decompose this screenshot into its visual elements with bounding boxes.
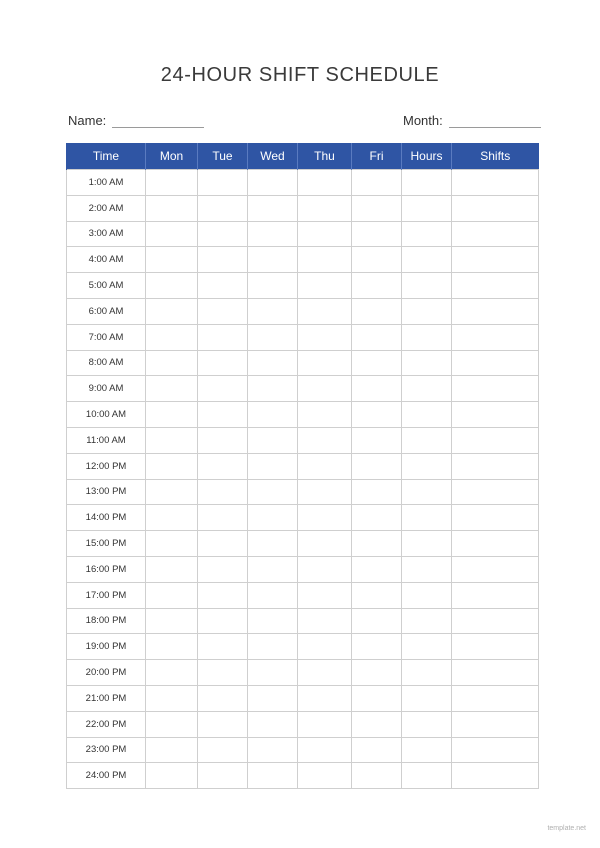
month-field: [403, 113, 541, 128]
hours-cell[interactable]: [402, 324, 452, 350]
wed-cell[interactable]: [248, 711, 298, 737]
mon-cell[interactable]: [146, 505, 198, 531]
tue-cell[interactable]: [198, 170, 248, 196]
thu-cell[interactable]: [298, 170, 352, 196]
column-header-hours: Hours: [402, 143, 452, 170]
thu-cell[interactable]: [298, 531, 352, 557]
time-cell: 1:00 AM: [67, 170, 146, 196]
table-row: [67, 711, 539, 737]
time-cell: 16:00 PM: [67, 556, 146, 582]
thu-cell[interactable]: [298, 247, 352, 273]
thu-cell[interactable]: [298, 608, 352, 634]
table-row: [67, 737, 539, 763]
hours-cell[interactable]: [402, 376, 452, 402]
table-row: [67, 170, 539, 196]
name-blank-line[interactable]: [112, 115, 204, 128]
column-header-thu: Thu: [298, 143, 352, 170]
table-row: [67, 427, 539, 453]
mon-cell[interactable]: [146, 634, 198, 660]
table-row: [67, 531, 539, 557]
mon-cell[interactable]: [146, 453, 198, 479]
thu-cell[interactable]: [298, 298, 352, 324]
table-row: [67, 402, 539, 428]
time-cell: 17:00 PM: [67, 582, 146, 608]
hours-cell[interactable]: [402, 685, 452, 711]
wed-cell[interactable]: [248, 324, 298, 350]
wed-cell[interactable]: [248, 531, 298, 557]
tue-cell[interactable]: [198, 221, 248, 247]
table-header-row: [67, 143, 539, 170]
wed-cell[interactable]: [248, 608, 298, 634]
fri-cell[interactable]: [352, 402, 402, 428]
wed-cell[interactable]: [248, 170, 298, 196]
wed-cell[interactable]: [248, 376, 298, 402]
table-row: [67, 556, 539, 582]
table-row: [67, 247, 539, 273]
mon-cell[interactable]: [146, 556, 198, 582]
tue-cell[interactable]: [198, 298, 248, 324]
time-cell: 8:00 AM: [67, 350, 146, 376]
tue-cell[interactable]: [198, 505, 248, 531]
shifts-cell[interactable]: [452, 505, 539, 531]
wed-cell[interactable]: [248, 453, 298, 479]
mon-cell[interactable]: [146, 479, 198, 505]
hours-cell[interactable]: [402, 453, 452, 479]
thu-cell[interactable]: [298, 634, 352, 660]
thu-cell[interactable]: [298, 221, 352, 247]
mon-cell[interactable]: [146, 427, 198, 453]
page-title: 24-HOUR SHIFT SCHEDULE: [160, 64, 440, 86]
tue-cell[interactable]: [198, 273, 248, 299]
thu-cell[interactable]: [298, 582, 352, 608]
time-cell: 22:00 PM: [67, 711, 146, 737]
time-cell: 19:00 PM: [67, 634, 146, 660]
watermark: template.net: [547, 825, 586, 832]
hours-cell[interactable]: [402, 582, 452, 608]
tue-cell[interactable]: [198, 608, 248, 634]
tue-cell[interactable]: [198, 376, 248, 402]
shifts-cell[interactable]: [452, 273, 539, 299]
time-cell: 14:00 PM: [67, 505, 146, 531]
shifts-cell[interactable]: [452, 608, 539, 634]
tue-cell[interactable]: [198, 427, 248, 453]
time-cell: 2:00 AM: [67, 195, 146, 221]
thu-cell[interactable]: [298, 505, 352, 531]
fri-cell[interactable]: [352, 170, 402, 196]
mon-cell[interactable]: [146, 531, 198, 557]
time-cell: 15:00 PM: [67, 531, 146, 557]
wed-cell[interactable]: [248, 402, 298, 428]
table-row: [67, 221, 539, 247]
time-cell: 5:00 AM: [67, 273, 146, 299]
time-cell: 13:00 PM: [67, 479, 146, 505]
time-cell: 9:00 AM: [67, 376, 146, 402]
wed-cell[interactable]: [248, 298, 298, 324]
table-row: [67, 634, 539, 660]
wed-cell[interactable]: [248, 273, 298, 299]
table-row: [67, 350, 539, 376]
table-row: [67, 763, 539, 789]
hours-cell[interactable]: [402, 634, 452, 660]
fri-cell[interactable]: [352, 273, 402, 299]
wed-cell[interactable]: [248, 582, 298, 608]
shifts-cell[interactable]: [452, 531, 539, 557]
name-label: Name:: [68, 113, 107, 128]
mon-cell[interactable]: [146, 324, 198, 350]
hours-cell[interactable]: [402, 402, 452, 428]
thu-cell[interactable]: [298, 763, 352, 789]
column-header-time: Time: [67, 143, 146, 170]
table-row: [67, 505, 539, 531]
tue-cell[interactable]: [198, 350, 248, 376]
fri-cell[interactable]: [352, 531, 402, 557]
fri-cell[interactable]: [352, 247, 402, 273]
mon-cell[interactable]: [146, 608, 198, 634]
wed-cell[interactable]: [248, 763, 298, 789]
column-header-fri: Fri: [352, 143, 402, 170]
mon-cell[interactable]: [146, 350, 198, 376]
mon-cell[interactable]: [146, 376, 198, 402]
tue-cell[interactable]: [198, 247, 248, 273]
hours-cell[interactable]: [402, 505, 452, 531]
hours-cell[interactable]: [402, 298, 452, 324]
thu-cell[interactable]: [298, 350, 352, 376]
thu-cell[interactable]: [298, 737, 352, 763]
shifts-cell[interactable]: [452, 582, 539, 608]
table-row: [67, 195, 539, 221]
table-row: [67, 453, 539, 479]
wed-cell[interactable]: [248, 634, 298, 660]
thu-cell[interactable]: [298, 479, 352, 505]
thu-cell[interactable]: [298, 427, 352, 453]
fri-cell[interactable]: [352, 221, 402, 247]
thu-cell[interactable]: [298, 195, 352, 221]
fri-cell[interactable]: [352, 479, 402, 505]
fri-cell[interactable]: [352, 711, 402, 737]
fri-cell[interactable]: [352, 350, 402, 376]
time-cell: 12:00 PM: [67, 453, 146, 479]
shifts-cell[interactable]: [452, 195, 539, 221]
column-header-wed: Wed: [248, 143, 298, 170]
time-cell: 11:00 AM: [67, 427, 146, 453]
shifts-cell[interactable]: [452, 376, 539, 402]
mon-cell[interactable]: [146, 582, 198, 608]
shifts-cell[interactable]: [452, 763, 539, 789]
wed-cell[interactable]: [248, 685, 298, 711]
mon-cell[interactable]: [146, 273, 198, 299]
wed-cell[interactable]: [248, 350, 298, 376]
time-cell: 21:00 PM: [67, 685, 146, 711]
tue-cell[interactable]: [198, 479, 248, 505]
hours-cell[interactable]: [402, 556, 452, 582]
time-cell: 23:00 PM: [67, 737, 146, 763]
table-row: [67, 660, 539, 686]
column-header-tue: Tue: [198, 143, 248, 170]
shifts-cell[interactable]: [452, 556, 539, 582]
shifts-cell[interactable]: [452, 685, 539, 711]
tue-cell[interactable]: [198, 634, 248, 660]
shifts-cell[interactable]: [452, 298, 539, 324]
wed-cell[interactable]: [248, 660, 298, 686]
tue-cell[interactable]: [198, 324, 248, 350]
fri-cell[interactable]: [352, 505, 402, 531]
table-row: [67, 298, 539, 324]
shifts-cell[interactable]: [452, 221, 539, 247]
wed-cell[interactable]: [248, 195, 298, 221]
column-header-shifts: Shifts: [452, 143, 539, 170]
wed-cell[interactable]: [248, 737, 298, 763]
mon-cell[interactable]: [146, 298, 198, 324]
month-blank-line[interactable]: [449, 115, 541, 128]
table-row: [67, 324, 539, 350]
thu-cell[interactable]: [298, 453, 352, 479]
thu-cell[interactable]: [298, 402, 352, 428]
tue-cell[interactable]: [198, 711, 248, 737]
table-row: [67, 685, 539, 711]
thu-cell[interactable]: [298, 556, 352, 582]
hours-cell[interactable]: [402, 660, 452, 686]
fri-cell[interactable]: [352, 556, 402, 582]
shifts-cell[interactable]: [452, 427, 539, 453]
fri-cell[interactable]: [352, 195, 402, 221]
fri-cell[interactable]: [352, 298, 402, 324]
shifts-cell[interactable]: [452, 247, 539, 273]
hours-cell[interactable]: [402, 711, 452, 737]
mon-cell[interactable]: [146, 195, 198, 221]
wed-cell[interactable]: [248, 556, 298, 582]
fri-cell[interactable]: [352, 685, 402, 711]
shifts-cell[interactable]: [452, 350, 539, 376]
shifts-cell[interactable]: [452, 170, 539, 196]
fri-cell[interactable]: [352, 324, 402, 350]
tue-cell[interactable]: [198, 582, 248, 608]
wed-cell[interactable]: [248, 247, 298, 273]
hours-cell[interactable]: [402, 608, 452, 634]
hours-cell[interactable]: [402, 737, 452, 763]
tue-cell[interactable]: [198, 556, 248, 582]
table-row: [67, 582, 539, 608]
table-row: [67, 273, 539, 299]
tue-cell[interactable]: [198, 737, 248, 763]
mon-cell[interactable]: [146, 737, 198, 763]
time-cell: 3:00 AM: [67, 221, 146, 247]
tue-cell[interactable]: [198, 531, 248, 557]
tue-cell[interactable]: [198, 453, 248, 479]
shift-schedule-table: [66, 143, 539, 789]
fri-cell[interactable]: [352, 634, 402, 660]
hours-cell[interactable]: [402, 195, 452, 221]
mon-cell[interactable]: [146, 170, 198, 196]
mon-cell[interactable]: [146, 711, 198, 737]
table-row: [67, 608, 539, 634]
thu-cell[interactable]: [298, 376, 352, 402]
shifts-cell[interactable]: [452, 479, 539, 505]
thu-cell[interactable]: [298, 711, 352, 737]
tue-cell[interactable]: [198, 660, 248, 686]
shifts-cell[interactable]: [452, 660, 539, 686]
time-cell: 18:00 PM: [67, 608, 146, 634]
thu-cell[interactable]: [298, 660, 352, 686]
hours-cell[interactable]: [402, 427, 452, 453]
time-cell: 10:00 AM: [67, 402, 146, 428]
hours-cell[interactable]: [402, 350, 452, 376]
fri-cell[interactable]: [352, 453, 402, 479]
tue-cell[interactable]: [198, 402, 248, 428]
shifts-cell[interactable]: [452, 634, 539, 660]
month-label: Month:: [403, 113, 443, 128]
shifts-cell[interactable]: [452, 324, 539, 350]
time-cell: 24:00 PM: [67, 763, 146, 789]
table-row: [67, 376, 539, 402]
mon-cell[interactable]: [146, 660, 198, 686]
mon-cell[interactable]: [146, 247, 198, 273]
time-cell: 7:00 AM: [67, 324, 146, 350]
wed-cell[interactable]: [248, 479, 298, 505]
fri-cell[interactable]: [352, 608, 402, 634]
shifts-cell[interactable]: [452, 711, 539, 737]
mon-cell[interactable]: [146, 221, 198, 247]
fri-cell[interactable]: [352, 582, 402, 608]
time-cell: 4:00 AM: [67, 247, 146, 273]
tue-cell[interactable]: [198, 685, 248, 711]
hours-cell[interactable]: [402, 221, 452, 247]
tue-cell[interactable]: [198, 195, 248, 221]
mon-cell[interactable]: [146, 402, 198, 428]
column-header-mon: Mon: [146, 143, 198, 170]
fri-cell[interactable]: [352, 763, 402, 789]
fri-cell[interactable]: [352, 660, 402, 686]
shifts-cell[interactable]: [452, 737, 539, 763]
table-row: [67, 479, 539, 505]
time-cell: 6:00 AM: [67, 298, 146, 324]
wed-cell[interactable]: [248, 505, 298, 531]
mon-cell[interactable]: [146, 685, 198, 711]
hours-cell[interactable]: [402, 247, 452, 273]
time-cell: 20:00 PM: [67, 660, 146, 686]
tue-cell[interactable]: [198, 763, 248, 789]
wed-cell[interactable]: [248, 221, 298, 247]
hours-cell[interactable]: [402, 531, 452, 557]
mon-cell[interactable]: [146, 763, 198, 789]
thu-cell[interactable]: [298, 324, 352, 350]
shifts-cell[interactable]: [452, 402, 539, 428]
fri-cell[interactable]: [352, 376, 402, 402]
hours-cell[interactable]: [402, 273, 452, 299]
thu-cell[interactable]: [298, 685, 352, 711]
shifts-cell[interactable]: [452, 453, 539, 479]
fri-cell[interactable]: [352, 427, 402, 453]
hours-cell[interactable]: [402, 170, 452, 196]
hours-cell[interactable]: [402, 479, 452, 505]
fri-cell[interactable]: [352, 737, 402, 763]
thu-cell[interactable]: [298, 273, 352, 299]
wed-cell[interactable]: [248, 427, 298, 453]
hours-cell[interactable]: [402, 763, 452, 789]
name-field: [68, 113, 204, 128]
